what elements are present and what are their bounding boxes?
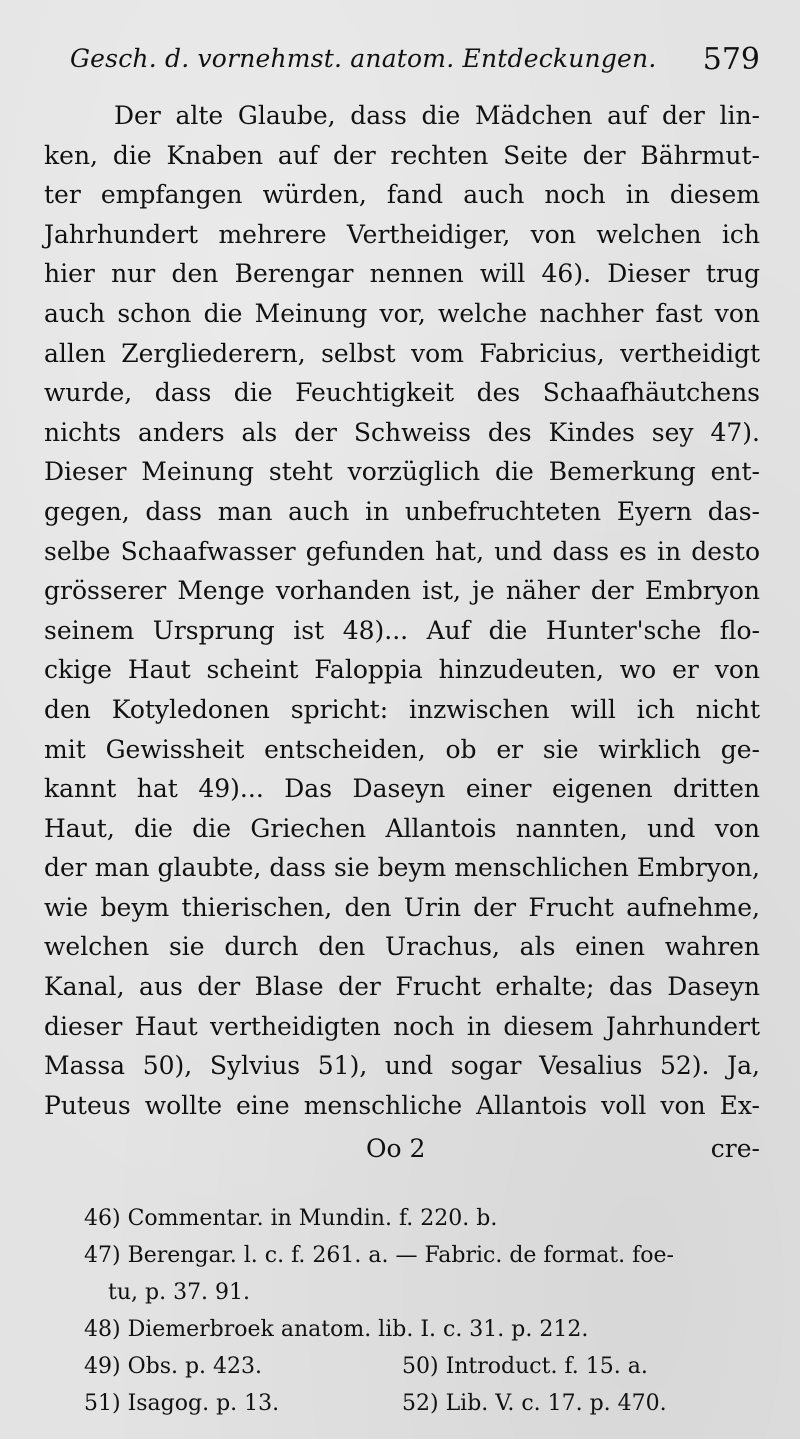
- main-text: [44, 96, 760, 1125]
- printer-signature: Oo 2: [366, 1134, 426, 1163]
- text-line: dieser Haut vertheidigten noch in diesem Jahrhundert: [44, 1011, 760, 1041]
- footnotes: [84, 1200, 764, 1422]
- text-line: der man glaubte, dass sie beym menschlichen Embryon,: [44, 853, 760, 883]
- text-line: nichts anders als der Schweiss des Kindes sey 47).: [44, 417, 760, 447]
- text-line: Massa 50), Sylvius 51), und sogar Vesalius 52). Ja,: [44, 1051, 760, 1081]
- footnote-47: 47) Berengar. l. c. f. 261. a. — Fabric. de format. foe-: [84, 1243, 674, 1268]
- text-line: kannt hat 49)... Das Daseyn einer eigenen dritten: [44, 774, 760, 804]
- footnote-51: 51) Isagog. p. 13.: [84, 1391, 280, 1416]
- page-header: [70, 40, 760, 80]
- text-line: gegen, dass man auch in unbefruchteten Eyern das-: [44, 496, 760, 526]
- text-line: mit Gewissheit entscheiden, ob er sie wirklich ge-: [44, 734, 760, 764]
- text-line: seinem Ursprung ist 48)... Auf die Hunter'sche flo-: [44, 615, 760, 645]
- footnote-47-continued: tu, p. 37. 91.: [108, 1280, 251, 1305]
- footnote-row: [84, 1348, 764, 1385]
- text-line: ter empfangen würden, fand auch noch in diesem: [44, 180, 760, 210]
- text-line: Kanal, aus der Blase der Frucht erhalte; das Daseyn: [44, 972, 760, 1002]
- text-line: welchen sie durch den Urachus, als einen wahren: [44, 932, 760, 962]
- page-number: 579: [702, 42, 760, 77]
- catchword: cre-: [710, 1134, 760, 1163]
- text-line: Puteus wollte eine menschliche Allantois voll von Ex-: [44, 1090, 760, 1120]
- footnote-52: 52) Lib. V. c. 17. p. 470.: [402, 1391, 667, 1416]
- text-line: hier nur den Berengar nennen will 46). Dieser trug: [44, 259, 760, 289]
- text-line: auch schon die Meinung vor, welche nachher fast von: [44, 298, 760, 328]
- footnote-46: 46) Commentar. in Mundin. f. 220. b.: [84, 1206, 498, 1231]
- text-line: grösserer Menge vorhanden ist, je näher der Embryon: [44, 576, 760, 606]
- page-footer: [44, 1134, 760, 1174]
- running-title: Gesch. d. vornehmst. anatom. Entdeckungen.: [70, 44, 657, 73]
- text-line: den Kotyledonen spricht: inzwischen will ich nicht: [44, 694, 760, 724]
- text-line: Haut, die die Griechen Allantois nannten, und von: [44, 813, 760, 843]
- text-line: allen Zergliederern, selbst vom Fabricius, vertheidigt: [44, 338, 760, 368]
- text-line: Der alte Glaube, dass die Mädchen auf der lin-: [114, 101, 760, 130]
- text-line: wie beym thierischen, den Urin der Frucht aufnehme,: [44, 892, 760, 922]
- footnote-48: 48) Diemerbroek anatom. lib. I. c. 31. p. 212.: [84, 1317, 589, 1342]
- text-line: selbe Schaafwasser gefunden hat, und dass es in desto: [44, 536, 760, 566]
- footnote-row: [84, 1385, 764, 1422]
- text-line: Jahrhundert mehrere Vertheidiger, von welchen ich: [44, 219, 760, 249]
- text-line: ken, die Knaben auf der rechten Seite der Bährmut-: [44, 140, 760, 170]
- footnote-50: 50) Introduct. f. 15. a.: [402, 1354, 648, 1379]
- text-line: wurde, dass die Feuchtigkeit des Schaafhäutchens: [44, 378, 760, 408]
- text-line: Dieser Meinung steht vorzüglich die Bemerkung ent-: [44, 457, 760, 487]
- text-line: ckige Haut scheint Faloppia hinzudeuten, wo er von: [44, 655, 760, 685]
- footnote-49: 49) Obs. p. 423.: [84, 1354, 263, 1379]
